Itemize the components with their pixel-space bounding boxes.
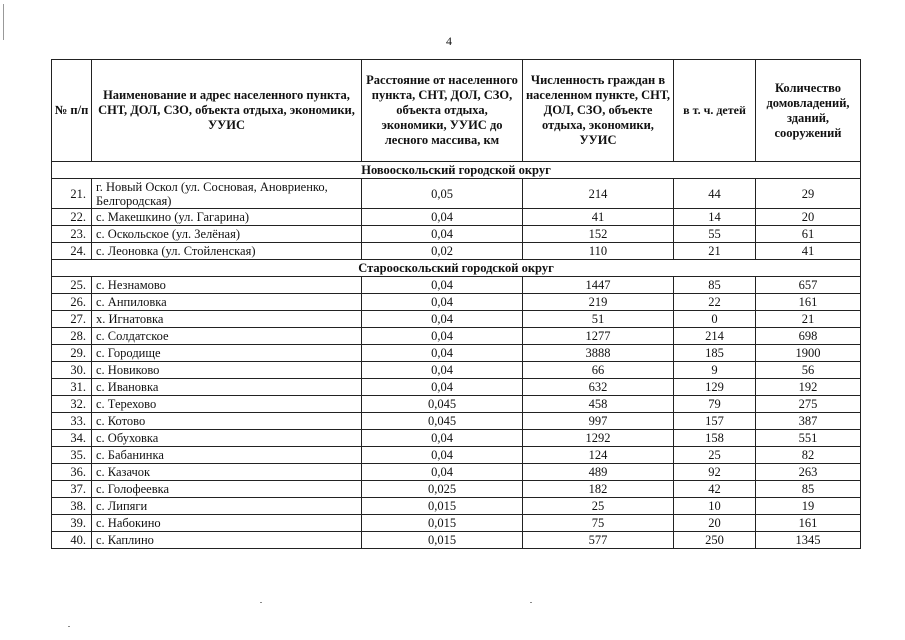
row-number: 25. — [52, 277, 92, 294]
children-value: 92 — [674, 464, 756, 481]
table-body — [52, 162, 861, 549]
distance-value: 0,025 — [362, 481, 523, 498]
children-value: 157 — [674, 413, 756, 430]
buildings-value: 275 — [756, 396, 861, 413]
children-value: 25 — [674, 447, 756, 464]
population-value: 1447 — [523, 277, 674, 294]
table-row — [52, 413, 861, 430]
data-table — [51, 59, 861, 549]
table-row — [52, 328, 861, 345]
settlement-name: с. Новиково — [92, 362, 362, 379]
table-row — [52, 345, 861, 362]
header-buildings: Количество домовладений, зданий, сооружений — [756, 60, 861, 162]
buildings-value: 20 — [756, 209, 861, 226]
distance-value: 0,04 — [362, 345, 523, 362]
population-value: 577 — [523, 532, 674, 549]
settlement-name: с. Набокино — [92, 515, 362, 532]
table-row — [52, 277, 861, 294]
children-value: 21 — [674, 243, 756, 260]
table-row — [52, 396, 861, 413]
settlement-name: с. Анпиловка — [92, 294, 362, 311]
population-value: 219 — [523, 294, 674, 311]
population-value: 214 — [523, 179, 674, 209]
table-row — [52, 498, 861, 515]
row-number: 33. — [52, 413, 92, 430]
children-value: 44 — [674, 179, 756, 209]
population-value: 124 — [523, 447, 674, 464]
row-number: 21. — [52, 179, 92, 209]
distance-value: 0,015 — [362, 515, 523, 532]
settlement-name: с. Каплино — [92, 532, 362, 549]
section-row — [52, 162, 861, 179]
buildings-value: 56 — [756, 362, 861, 379]
settlement-name: с. Котово — [92, 413, 362, 430]
children-value: 22 — [674, 294, 756, 311]
page-number: 4 — [446, 34, 452, 48]
row-number: 37. — [52, 481, 92, 498]
settlement-name: с. Оскольское (ул. Зелёная) — [92, 226, 362, 243]
header-distance: Расстояние от населенного пункта, СНТ, ДОЛ, СЗО, объекта отдыха, экономики, УУИС до лесного массива, км — [362, 60, 523, 162]
buildings-value: 61 — [756, 226, 861, 243]
population-value: 997 — [523, 413, 674, 430]
table-row — [52, 464, 861, 481]
settlement-name: с. Голофеевка — [92, 481, 362, 498]
distance-value: 0,04 — [362, 447, 523, 464]
table-row — [52, 515, 861, 532]
distance-value: 0,04 — [362, 311, 523, 328]
distance-value: 0,04 — [362, 464, 523, 481]
settlement-name: г. Новый Оскол (ул. Сосновая, Ановриенко, Белгородская) — [92, 179, 362, 209]
buildings-value: 21 — [756, 311, 861, 328]
table-row — [52, 430, 861, 447]
settlement-name: с. Казачок — [92, 464, 362, 481]
distance-value: 0,05 — [362, 179, 523, 209]
settlement-name: с. Макешкино (ул. Гагарина) — [92, 209, 362, 226]
settlement-name: с. Незнамово — [92, 277, 362, 294]
row-number: 35. — [52, 447, 92, 464]
row-number: 30. — [52, 362, 92, 379]
distance-value: 0,04 — [362, 430, 523, 447]
header-children: в т. ч. детей — [674, 60, 756, 162]
distance-value: 0,045 — [362, 413, 523, 430]
population-value: 632 — [523, 379, 674, 396]
settlement-name: с. Терехово — [92, 396, 362, 413]
children-value: 55 — [674, 226, 756, 243]
population-value: 25 — [523, 498, 674, 515]
distance-value: 0,04 — [362, 362, 523, 379]
population-value: 51 — [523, 311, 674, 328]
children-value: 250 — [674, 532, 756, 549]
buildings-value: 29 — [756, 179, 861, 209]
section-title: Старооскольский городской округ — [52, 260, 861, 277]
population-value: 489 — [523, 464, 674, 481]
population-value: 182 — [523, 481, 674, 498]
population-value: 1277 — [523, 328, 674, 345]
settlement-name: с. Липяги — [92, 498, 362, 515]
table-row — [52, 379, 861, 396]
buildings-value: 1345 — [756, 532, 861, 549]
settlement-name: с. Ивановка — [92, 379, 362, 396]
header-population: Численность граждан в населенном пункте, СНТ, ДОЛ, СЗО, объекте отдыха, экономики, УУИС — [523, 60, 674, 162]
row-number: 31. — [52, 379, 92, 396]
children-value: 214 — [674, 328, 756, 345]
settlement-name: х. Игнатовка — [92, 311, 362, 328]
buildings-value: 551 — [756, 430, 861, 447]
buildings-value: 41 — [756, 243, 861, 260]
table-row — [52, 532, 861, 549]
population-value: 41 — [523, 209, 674, 226]
children-value: 42 — [674, 481, 756, 498]
children-value: 20 — [674, 515, 756, 532]
distance-value: 0,04 — [362, 379, 523, 396]
buildings-value: 263 — [756, 464, 861, 481]
table-row — [52, 226, 861, 243]
settlement-name: с. Солдатское — [92, 328, 362, 345]
section-title: Новооскольский городской округ — [52, 162, 861, 179]
row-number: 34. — [52, 430, 92, 447]
row-number: 24. — [52, 243, 92, 260]
scan-speck — [530, 602, 532, 603]
row-number: 29. — [52, 345, 92, 362]
row-number: 26. — [52, 294, 92, 311]
scan-speck — [68, 626, 70, 627]
buildings-value: 161 — [756, 515, 861, 532]
row-number: 39. — [52, 515, 92, 532]
table-row — [52, 243, 861, 260]
header-name: Наименование и адрес населенного пункта, СНТ, ДОЛ, СЗО, объекта отдыха, экономики, УУИС — [92, 60, 362, 162]
distance-value: 0,04 — [362, 294, 523, 311]
distance-value: 0,04 — [362, 226, 523, 243]
children-value: 14 — [674, 209, 756, 226]
table-row — [52, 481, 861, 498]
children-value: 10 — [674, 498, 756, 515]
buildings-value: 192 — [756, 379, 861, 396]
table-row — [52, 294, 861, 311]
row-number: 32. — [52, 396, 92, 413]
buildings-value: 161 — [756, 294, 861, 311]
table-row — [52, 209, 861, 226]
settlement-name: с. Бабанинка — [92, 447, 362, 464]
header-row — [52, 60, 861, 162]
children-value: 0 — [674, 311, 756, 328]
population-value: 152 — [523, 226, 674, 243]
settlement-name: с. Обуховка — [92, 430, 362, 447]
buildings-value: 82 — [756, 447, 861, 464]
children-value: 85 — [674, 277, 756, 294]
scan-speck — [260, 602, 262, 603]
buildings-value: 657 — [756, 277, 861, 294]
row-number: 38. — [52, 498, 92, 515]
row-number: 22. — [52, 209, 92, 226]
children-value: 129 — [674, 379, 756, 396]
section-row — [52, 260, 861, 277]
children-value: 158 — [674, 430, 756, 447]
population-value: 66 — [523, 362, 674, 379]
buildings-value: 85 — [756, 481, 861, 498]
children-value: 79 — [674, 396, 756, 413]
scan-margin-mark — [3, 4, 4, 40]
table-row — [52, 447, 861, 464]
distance-value: 0,04 — [362, 328, 523, 345]
table-row — [52, 179, 861, 209]
row-number: 36. — [52, 464, 92, 481]
distance-value: 0,045 — [362, 396, 523, 413]
row-number: 27. — [52, 311, 92, 328]
buildings-value: 1900 — [756, 345, 861, 362]
distance-value: 0,02 — [362, 243, 523, 260]
table-row — [52, 362, 861, 379]
buildings-value: 698 — [756, 328, 861, 345]
distance-value: 0,04 — [362, 277, 523, 294]
population-value: 458 — [523, 396, 674, 413]
children-value: 9 — [674, 362, 756, 379]
population-value: 1292 — [523, 430, 674, 447]
table-row — [52, 311, 861, 328]
children-value: 185 — [674, 345, 756, 362]
population-value: 75 — [523, 515, 674, 532]
row-number: 40. — [52, 532, 92, 549]
settlement-name: с. Леоновка (ул. Стойленская) — [92, 243, 362, 260]
distance-value: 0,015 — [362, 498, 523, 515]
row-number: 23. — [52, 226, 92, 243]
buildings-value: 19 — [756, 498, 861, 515]
distance-value: 0,015 — [362, 532, 523, 549]
population-value: 3888 — [523, 345, 674, 362]
population-value: 110 — [523, 243, 674, 260]
header-num: № п/п — [52, 60, 92, 162]
distance-value: 0,04 — [362, 209, 523, 226]
row-number: 28. — [52, 328, 92, 345]
settlement-name: с. Городище — [92, 345, 362, 362]
buildings-value: 387 — [756, 413, 861, 430]
